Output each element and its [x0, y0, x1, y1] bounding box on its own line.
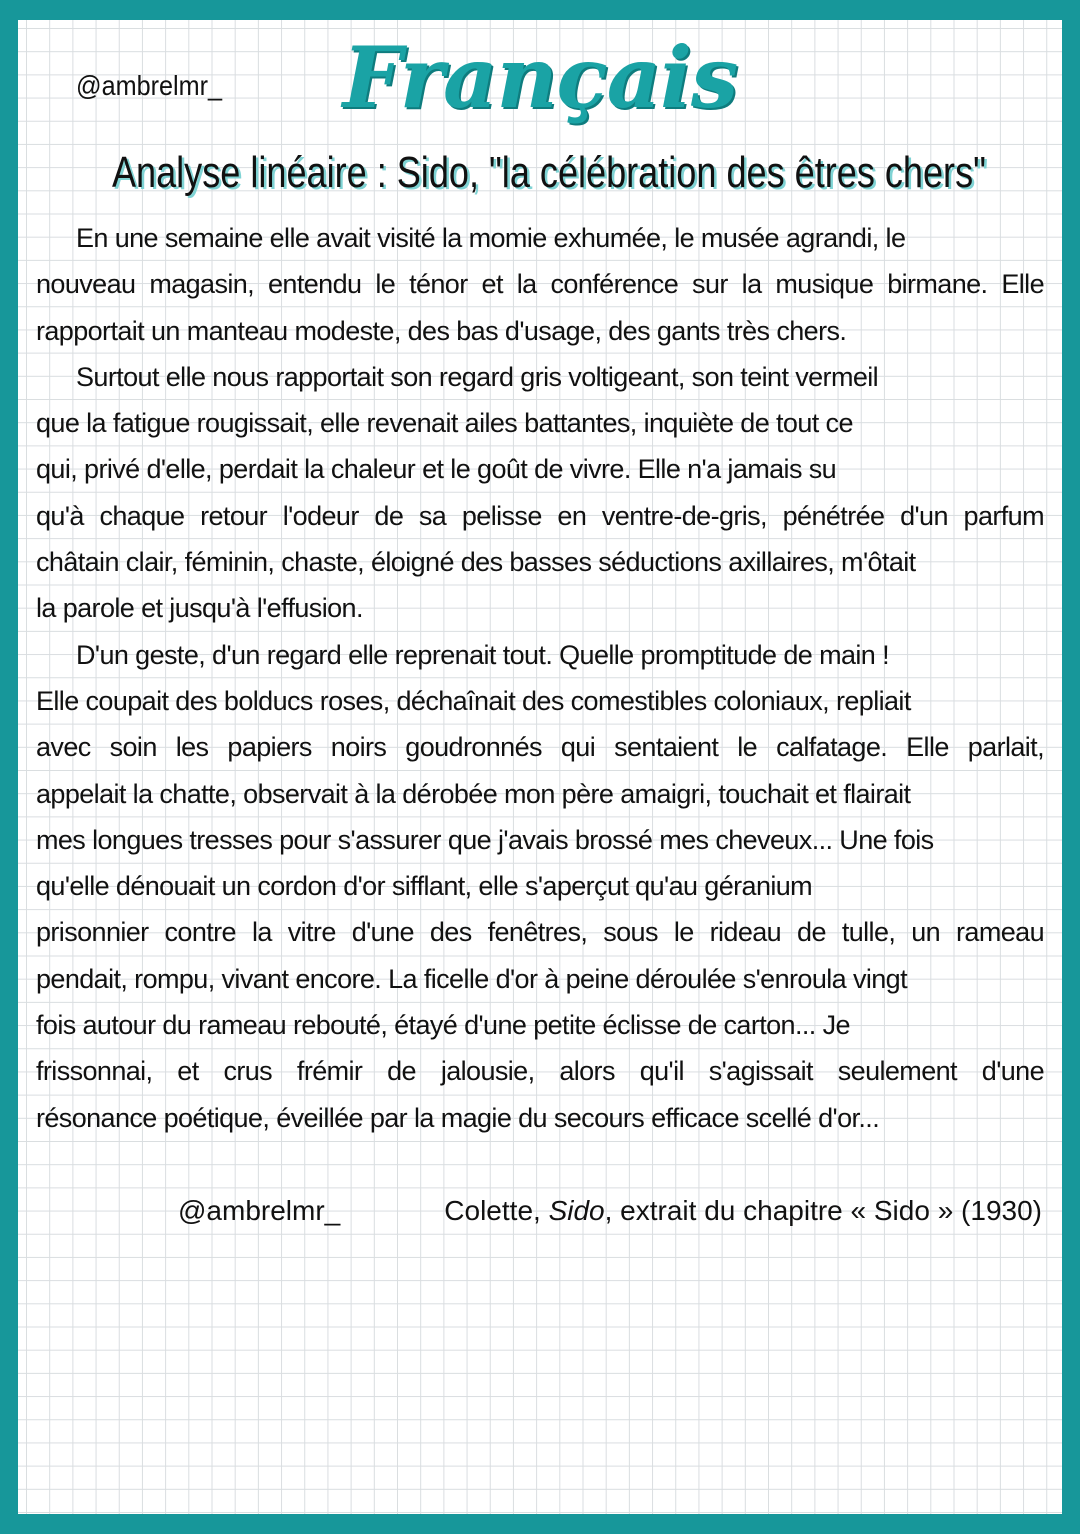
- passage-line: qui, privé d'elle, perdait la chaleur et le goût de vivre. Elle n'a jamais su: [36, 454, 837, 485]
- passage-line: frissonnai, et crus frémir de jalousie, alors qu'il s'agissait seulement d'une: [36, 1056, 1044, 1087]
- footer: [18, 1188, 1062, 1234]
- passage-line: nouveau magasin, entendu le ténor et la conférence sur la musique birmane. Elle: [36, 269, 1044, 300]
- passage-line: résonance poétique, éveillée par la magie du secours efficace scellé d'or...: [36, 1102, 880, 1133]
- page-title: Français: [342, 28, 738, 127]
- passage-line: rapportait un manteau modeste, des bas d'usage, des gants très chers.: [36, 315, 847, 346]
- passage-line: Elle coupait des bolducs roses, déchaînait des comestibles coloniaux, repliait: [36, 685, 911, 716]
- source-citation: [444, 1188, 1042, 1234]
- passage-line: la parole et jusqu'à l'effusion.: [36, 593, 363, 624]
- passage-line: pendait, rompu, vivant encore. La ficelle d'or à peine déroulée s'enroula vingt: [36, 963, 907, 994]
- passage: [36, 215, 1044, 1141]
- passage-line: En une semaine elle avait visité la momie exhumée, le musée agrandi, le: [76, 223, 906, 253]
- passage-line: appelait la chatte, observait à la dérobée mon père amaigri, touchait et flairait: [36, 778, 911, 809]
- page-subtitle: Analyse linéaire : Sido, "la célébration des êtres chers": [111, 148, 986, 197]
- passage-line: châtain clair, féminin, chaste, éloigné des basses séductions axillaires, m'ôtait: [36, 547, 916, 578]
- citation-author: Colette,: [444, 1195, 549, 1226]
- passage-line: avec soin les papiers noirs goudronnés qui sentaient le calfatage. Elle parlait,: [36, 732, 1044, 763]
- passage-line: qu'à chaque retour l'odeur de sa pelisse en ventre-de-gris, pénétrée d'un parfum: [36, 500, 1044, 531]
- passage-line: que la fatigue rougissait, elle revenait ailes battantes, inquiète de tout ce: [36, 408, 853, 439]
- passage-line: D'un geste, d'un regard elle reprenait tout. Quelle promptitude de main !: [76, 639, 890, 670]
- citation-detail: , extrait du chapitre « Sido » (1930): [604, 1195, 1042, 1226]
- passage-line: Surtout elle nous rapportait son regard gris voltigeant, son teint vermeil: [76, 361, 879, 392]
- passage-line: qu'elle dénouait un cordon d'or sifflant, elle s'aperçut qu'au géranium: [36, 871, 813, 902]
- footer-handle: @ambrelmr_: [178, 1195, 341, 1226]
- notebook-page: [18, 20, 1062, 1514]
- passage-line: fois autour du rameau rebouté, étayé d'une petite éclisse de carton... Je: [36, 1010, 850, 1041]
- author-handle: @ambrelmr_: [76, 70, 223, 101]
- passage-line: prisonnier contre la vitre d'une des fenêtres, sous le rideau de tulle, un rameau: [36, 917, 1044, 948]
- passage-line: mes longues tresses pour s'assurer que j'avais brossé mes cheveux... Une fois: [36, 824, 934, 855]
- citation-title: Sido: [548, 1195, 605, 1226]
